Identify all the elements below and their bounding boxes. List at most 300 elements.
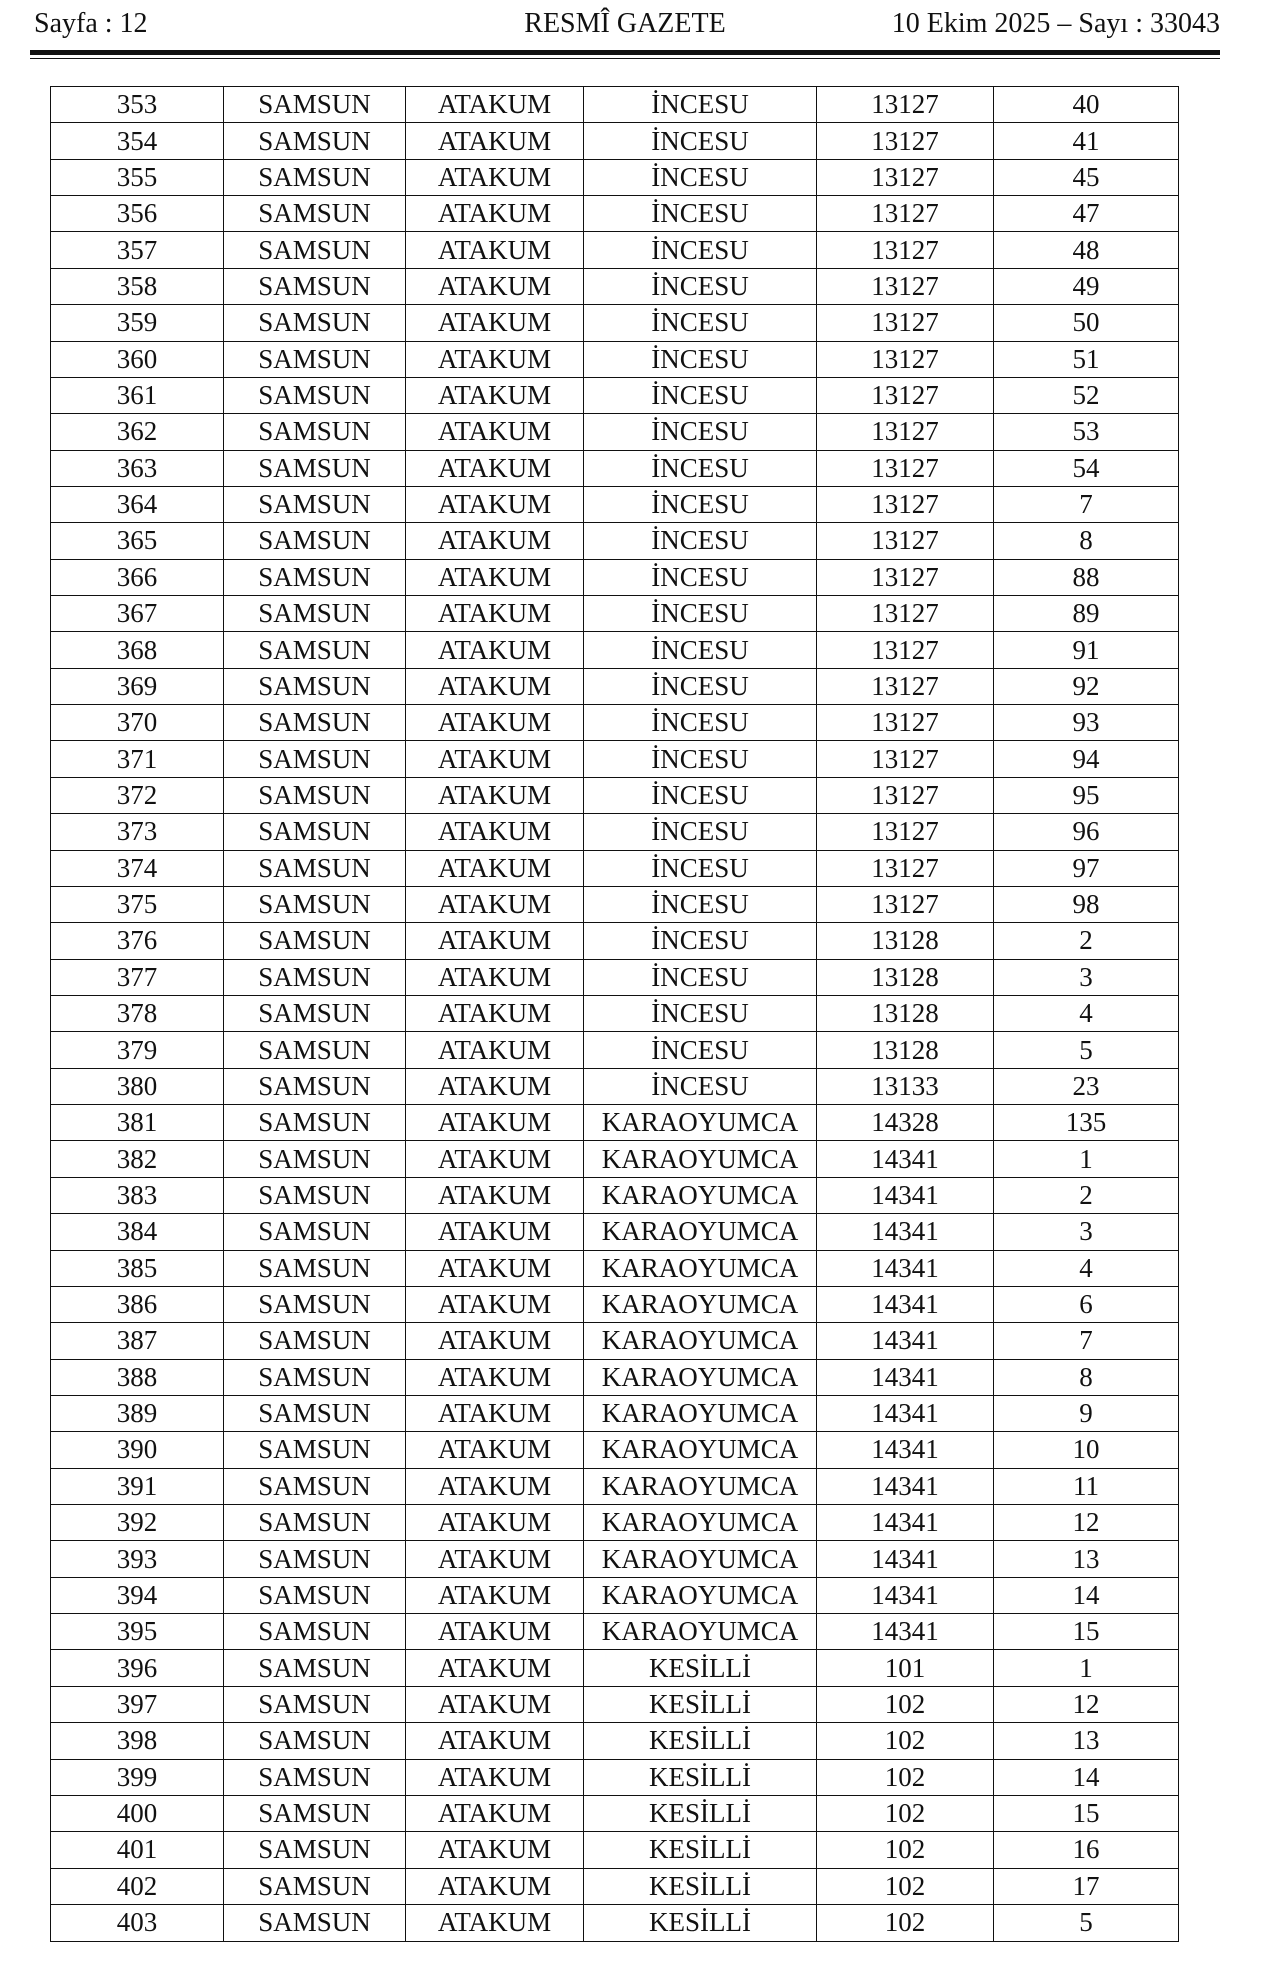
row-number-cell: 386: [51, 1286, 224, 1322]
block-cell: 102: [817, 1759, 994, 1795]
block-cell: 101: [817, 1650, 994, 1686]
row-number-cell: 391: [51, 1468, 224, 1504]
row-number-cell: 355: [51, 159, 224, 195]
district-cell: ATAKUM: [406, 1723, 584, 1759]
province-cell: SAMSUN: [224, 1323, 406, 1359]
province-cell: SAMSUN: [224, 341, 406, 377]
district-cell: ATAKUM: [406, 1904, 584, 1941]
table-row: [51, 1068, 1179, 1104]
table-row: [51, 1650, 1179, 1686]
province-cell: SAMSUN: [224, 1286, 406, 1322]
province-cell: SAMSUN: [224, 814, 406, 850]
parcel-cell: 7: [994, 486, 1179, 522]
table-row: [51, 1432, 1179, 1468]
neighborhood-cell: KARAOYUMCA: [584, 1505, 817, 1541]
table-row: [51, 1323, 1179, 1359]
table-row: [51, 196, 1179, 232]
district-cell: ATAKUM: [406, 777, 584, 813]
neighborhood-cell: KARAOYUMCA: [584, 1323, 817, 1359]
neighborhood-cell: KESİLLİ: [584, 1832, 817, 1868]
row-number-cell: 372: [51, 777, 224, 813]
row-number-cell: 390: [51, 1432, 224, 1468]
province-cell: SAMSUN: [224, 1904, 406, 1941]
block-cell: 102: [817, 1723, 994, 1759]
district-cell: ATAKUM: [406, 341, 584, 377]
row-number-cell: 397: [51, 1686, 224, 1722]
district-cell: ATAKUM: [406, 196, 584, 232]
table-row: [51, 1832, 1179, 1868]
row-number-cell: 376: [51, 923, 224, 959]
neighborhood-cell: KARAOYUMCA: [584, 1141, 817, 1177]
province-cell: SAMSUN: [224, 632, 406, 668]
parcel-cell: 53: [994, 414, 1179, 450]
neighborhood-cell: KARAOYUMCA: [584, 1614, 817, 1650]
district-cell: ATAKUM: [406, 1577, 584, 1613]
row-number-cell: 371: [51, 741, 224, 777]
province-cell: SAMSUN: [224, 123, 406, 159]
neighborhood-cell: İNCESU: [584, 523, 817, 559]
table-row: [51, 305, 1179, 341]
district-cell: ATAKUM: [406, 814, 584, 850]
neighborhood-cell: KESİLLİ: [584, 1759, 817, 1795]
parcel-cell: 94: [994, 741, 1179, 777]
district-cell: ATAKUM: [406, 1141, 584, 1177]
parcel-table-body: [51, 87, 1179, 1942]
block-cell: 13127: [817, 341, 994, 377]
table-row: [51, 959, 1179, 995]
table-row: [51, 1723, 1179, 1759]
parcel-cell: 1: [994, 1141, 1179, 1177]
neighborhood-cell: KESİLLİ: [584, 1868, 817, 1904]
row-number-cell: 402: [51, 1868, 224, 1904]
district-cell: ATAKUM: [406, 1105, 584, 1141]
parcel-cell: 23: [994, 1068, 1179, 1104]
row-number-cell: 362: [51, 414, 224, 450]
neighborhood-cell: İNCESU: [584, 668, 817, 704]
neighborhood-cell: KARAOYUMCA: [584, 1250, 817, 1286]
district-cell: ATAKUM: [406, 486, 584, 522]
table-row: [51, 523, 1179, 559]
table-row: [51, 1577, 1179, 1613]
neighborhood-cell: İNCESU: [584, 232, 817, 268]
parcel-cell: 4: [994, 995, 1179, 1031]
table-row: [51, 1468, 1179, 1504]
neighborhood-cell: İNCESU: [584, 596, 817, 632]
parcel-cell: 92: [994, 668, 1179, 704]
block-cell: 14341: [817, 1141, 994, 1177]
district-cell: ATAKUM: [406, 305, 584, 341]
block-cell: 14341: [817, 1614, 994, 1650]
neighborhood-cell: İNCESU: [584, 705, 817, 741]
parcel-cell: 7: [994, 1323, 1179, 1359]
row-number-cell: 398: [51, 1723, 224, 1759]
block-cell: 102: [817, 1686, 994, 1722]
district-cell: ATAKUM: [406, 559, 584, 595]
block-cell: 14341: [817, 1214, 994, 1250]
parcel-cell: 10: [994, 1432, 1179, 1468]
parcel-cell: 14: [994, 1577, 1179, 1613]
row-number-cell: 365: [51, 523, 224, 559]
parcel-cell: 13: [994, 1541, 1179, 1577]
parcel-cell: 3: [994, 959, 1179, 995]
date-issue: 10 Ekim 2025 – Sayı : 33043: [891, 8, 1220, 39]
table-row: [51, 923, 1179, 959]
district-cell: ATAKUM: [406, 705, 584, 741]
table-row: [51, 1105, 1179, 1141]
parcel-cell: 135: [994, 1105, 1179, 1141]
district-cell: ATAKUM: [406, 232, 584, 268]
district-cell: ATAKUM: [406, 159, 584, 195]
province-cell: SAMSUN: [224, 705, 406, 741]
parcel-cell: 11: [994, 1468, 1179, 1504]
district-cell: ATAKUM: [406, 886, 584, 922]
publication-title: RESMÎ GAZETE: [524, 8, 726, 39]
block-cell: 13127: [817, 486, 994, 522]
row-number-cell: 359: [51, 305, 224, 341]
province-cell: SAMSUN: [224, 268, 406, 304]
province-cell: SAMSUN: [224, 87, 406, 123]
neighborhood-cell: İNCESU: [584, 486, 817, 522]
row-number-cell: 401: [51, 1832, 224, 1868]
district-cell: ATAKUM: [406, 850, 584, 886]
row-number-cell: 394: [51, 1577, 224, 1613]
parcel-table: [50, 86, 1179, 1942]
province-cell: SAMSUN: [224, 886, 406, 922]
block-cell: 13127: [817, 886, 994, 922]
table-row: [51, 1286, 1179, 1322]
province-cell: SAMSUN: [224, 850, 406, 886]
row-number-cell: 369: [51, 668, 224, 704]
district-cell: ATAKUM: [406, 268, 584, 304]
block-cell: 102: [817, 1904, 994, 1941]
row-number-cell: 356: [51, 196, 224, 232]
table-row: [51, 414, 1179, 450]
neighborhood-cell: İNCESU: [584, 87, 817, 123]
neighborhood-cell: İNCESU: [584, 268, 817, 304]
province-cell: SAMSUN: [224, 414, 406, 450]
district-cell: ATAKUM: [406, 87, 584, 123]
table-row: [51, 1505, 1179, 1541]
block-cell: 13127: [817, 196, 994, 232]
parcel-cell: 89: [994, 596, 1179, 632]
row-number-cell: 380: [51, 1068, 224, 1104]
page-header: [30, 8, 1220, 42]
province-cell: SAMSUN: [224, 777, 406, 813]
neighborhood-cell: KARAOYUMCA: [584, 1577, 817, 1613]
province-cell: SAMSUN: [224, 232, 406, 268]
table-row: [51, 1795, 1179, 1831]
district-cell: ATAKUM: [406, 668, 584, 704]
parcel-cell: 16: [994, 1832, 1179, 1868]
block-cell: 13128: [817, 995, 994, 1031]
parcel-cell: 2: [994, 1177, 1179, 1213]
parcel-cell: 95: [994, 777, 1179, 813]
table-row: [51, 559, 1179, 595]
block-cell: 14341: [817, 1468, 994, 1504]
parcel-cell: 3: [994, 1214, 1179, 1250]
district-cell: ATAKUM: [406, 1686, 584, 1722]
parcel-cell: 9: [994, 1395, 1179, 1431]
header-rule-thin: [30, 58, 1220, 59]
district-cell: ATAKUM: [406, 1177, 584, 1213]
district-cell: ATAKUM: [406, 1323, 584, 1359]
row-number-cell: 400: [51, 1795, 224, 1831]
page-number: Sayfa : 12: [34, 8, 148, 39]
province-cell: SAMSUN: [224, 923, 406, 959]
row-number-cell: 395: [51, 1614, 224, 1650]
district-cell: ATAKUM: [406, 523, 584, 559]
province-cell: SAMSUN: [224, 450, 406, 486]
parcel-cell: 49: [994, 268, 1179, 304]
province-cell: SAMSUN: [224, 1432, 406, 1468]
table-row: [51, 1904, 1179, 1941]
province-cell: SAMSUN: [224, 377, 406, 413]
table-row: [51, 159, 1179, 195]
block-cell: 13127: [817, 305, 994, 341]
table-row: [51, 268, 1179, 304]
row-number-cell: 385: [51, 1250, 224, 1286]
district-cell: ATAKUM: [406, 123, 584, 159]
parcel-cell: 93: [994, 705, 1179, 741]
neighborhood-cell: KARAOYUMCA: [584, 1468, 817, 1504]
block-cell: 14341: [817, 1359, 994, 1395]
district-cell: ATAKUM: [406, 1468, 584, 1504]
row-number-cell: 368: [51, 632, 224, 668]
block-cell: 13128: [817, 959, 994, 995]
neighborhood-cell: İNCESU: [584, 632, 817, 668]
block-cell: 102: [817, 1832, 994, 1868]
district-cell: ATAKUM: [406, 923, 584, 959]
parcel-cell: 97: [994, 850, 1179, 886]
parcel-cell: 54: [994, 450, 1179, 486]
province-cell: SAMSUN: [224, 1105, 406, 1141]
neighborhood-cell: İNCESU: [584, 559, 817, 595]
district-cell: ATAKUM: [406, 741, 584, 777]
province-cell: SAMSUN: [224, 741, 406, 777]
province-cell: SAMSUN: [224, 159, 406, 195]
neighborhood-cell: İNCESU: [584, 123, 817, 159]
parcel-cell: 2: [994, 923, 1179, 959]
district-cell: ATAKUM: [406, 1214, 584, 1250]
row-number-cell: 403: [51, 1904, 224, 1941]
neighborhood-cell: İNCESU: [584, 959, 817, 995]
parcel-cell: 51: [994, 341, 1179, 377]
province-cell: SAMSUN: [224, 1505, 406, 1541]
neighborhood-cell: İNCESU: [584, 995, 817, 1031]
province-cell: SAMSUN: [224, 1141, 406, 1177]
row-number-cell: 370: [51, 705, 224, 741]
neighborhood-cell: İNCESU: [584, 414, 817, 450]
block-cell: 13127: [817, 87, 994, 123]
province-cell: SAMSUN: [224, 1614, 406, 1650]
province-cell: SAMSUN: [224, 1250, 406, 1286]
neighborhood-cell: KARAOYUMCA: [584, 1395, 817, 1431]
neighborhood-cell: KESİLLİ: [584, 1904, 817, 1941]
province-cell: SAMSUN: [224, 1177, 406, 1213]
row-number-cell: 399: [51, 1759, 224, 1795]
province-cell: SAMSUN: [224, 1214, 406, 1250]
parcel-cell: 14: [994, 1759, 1179, 1795]
district-cell: ATAKUM: [406, 1795, 584, 1831]
neighborhood-cell: KARAOYUMCA: [584, 1177, 817, 1213]
table-row: [51, 1614, 1179, 1650]
block-cell: 14341: [817, 1395, 994, 1431]
table-row: [51, 1177, 1179, 1213]
row-number-cell: 367: [51, 596, 224, 632]
district-cell: ATAKUM: [406, 1068, 584, 1104]
block-cell: 14341: [817, 1577, 994, 1613]
table-row: [51, 232, 1179, 268]
block-cell: 14341: [817, 1541, 994, 1577]
table-row: [51, 1214, 1179, 1250]
neighborhood-cell: İNCESU: [584, 923, 817, 959]
parcel-cell: 48: [994, 232, 1179, 268]
block-cell: 13127: [817, 523, 994, 559]
block-cell: 102: [817, 1868, 994, 1904]
parcel-cell: 13: [994, 1723, 1179, 1759]
province-cell: SAMSUN: [224, 1541, 406, 1577]
neighborhood-cell: KARAOYUMCA: [584, 1359, 817, 1395]
block-cell: 13127: [817, 741, 994, 777]
table-row: [51, 87, 1179, 123]
province-cell: SAMSUN: [224, 1468, 406, 1504]
row-number-cell: 389: [51, 1395, 224, 1431]
block-cell: 14341: [817, 1323, 994, 1359]
row-number-cell: 363: [51, 450, 224, 486]
parcel-cell: 5: [994, 1904, 1179, 1941]
table-row: [51, 341, 1179, 377]
row-number-cell: 373: [51, 814, 224, 850]
province-cell: SAMSUN: [224, 305, 406, 341]
province-cell: SAMSUN: [224, 1868, 406, 1904]
district-cell: ATAKUM: [406, 1286, 584, 1322]
block-cell: 13127: [817, 814, 994, 850]
row-number-cell: 364: [51, 486, 224, 522]
table-row: [51, 886, 1179, 922]
row-number-cell: 393: [51, 1541, 224, 1577]
province-cell: SAMSUN: [224, 1759, 406, 1795]
row-number-cell: 360: [51, 341, 224, 377]
row-number-cell: 366: [51, 559, 224, 595]
parcel-cell: 88: [994, 559, 1179, 595]
table-row: [51, 995, 1179, 1031]
province-cell: SAMSUN: [224, 1650, 406, 1686]
district-cell: ATAKUM: [406, 632, 584, 668]
row-number-cell: 396: [51, 1650, 224, 1686]
block-cell: 13127: [817, 777, 994, 813]
parcel-cell: 98: [994, 886, 1179, 922]
header-rule-thick: [30, 50, 1220, 55]
province-cell: SAMSUN: [224, 523, 406, 559]
neighborhood-cell: İNCESU: [584, 377, 817, 413]
row-number-cell: 392: [51, 1505, 224, 1541]
neighborhood-cell: KESİLLİ: [584, 1723, 817, 1759]
parcel-cell: 52: [994, 377, 1179, 413]
block-cell: 14341: [817, 1177, 994, 1213]
block-cell: 13127: [817, 268, 994, 304]
district-cell: ATAKUM: [406, 1614, 584, 1650]
row-number-cell: 383: [51, 1177, 224, 1213]
table-row: [51, 1250, 1179, 1286]
table-row: [51, 1686, 1179, 1722]
neighborhood-cell: KESİLLİ: [584, 1650, 817, 1686]
district-cell: ATAKUM: [406, 1032, 584, 1068]
district-cell: ATAKUM: [406, 1868, 584, 1904]
block-cell: 13128: [817, 923, 994, 959]
district-cell: ATAKUM: [406, 959, 584, 995]
parcel-cell: 45: [994, 159, 1179, 195]
province-cell: SAMSUN: [224, 995, 406, 1031]
parcel-cell: 50: [994, 305, 1179, 341]
parcel-cell: 15: [994, 1614, 1179, 1650]
district-cell: ATAKUM: [406, 1650, 584, 1686]
row-number-cell: 377: [51, 959, 224, 995]
province-cell: SAMSUN: [224, 486, 406, 522]
district-cell: ATAKUM: [406, 1395, 584, 1431]
neighborhood-cell: KARAOYUMCA: [584, 1105, 817, 1141]
neighborhood-cell: İNCESU: [584, 341, 817, 377]
block-cell: 13127: [817, 632, 994, 668]
district-cell: ATAKUM: [406, 450, 584, 486]
province-cell: SAMSUN: [224, 1795, 406, 1831]
table-row: [51, 705, 1179, 741]
row-number-cell: 388: [51, 1359, 224, 1395]
parcel-cell: 4: [994, 1250, 1179, 1286]
block-cell: 14341: [817, 1505, 994, 1541]
table-row: [51, 1541, 1179, 1577]
parcel-cell: 40: [994, 87, 1179, 123]
district-cell: ATAKUM: [406, 1759, 584, 1795]
neighborhood-cell: KARAOYUMCA: [584, 1286, 817, 1322]
table-row: [51, 377, 1179, 413]
parcel-cell: 5: [994, 1032, 1179, 1068]
block-cell: 13127: [817, 377, 994, 413]
neighborhood-cell: İNCESU: [584, 1068, 817, 1104]
table-row: [51, 123, 1179, 159]
block-cell: 13127: [817, 850, 994, 886]
parcel-cell: 47: [994, 196, 1179, 232]
table-row: [51, 596, 1179, 632]
neighborhood-cell: İNCESU: [584, 814, 817, 850]
parcel-cell: 12: [994, 1505, 1179, 1541]
block-cell: 13127: [817, 596, 994, 632]
table-row: [51, 1868, 1179, 1904]
district-cell: ATAKUM: [406, 1505, 584, 1541]
province-cell: SAMSUN: [224, 1577, 406, 1613]
block-cell: 13127: [817, 123, 994, 159]
neighborhood-cell: KESİLLİ: [584, 1795, 817, 1831]
parcel-cell: 17: [994, 1868, 1179, 1904]
block-cell: 13127: [817, 232, 994, 268]
row-number-cell: 382: [51, 1141, 224, 1177]
table-row: [51, 486, 1179, 522]
parcel-cell: 8: [994, 523, 1179, 559]
block-cell: 13133: [817, 1068, 994, 1104]
row-number-cell: 381: [51, 1105, 224, 1141]
neighborhood-cell: İNCESU: [584, 850, 817, 886]
neighborhood-cell: İNCESU: [584, 305, 817, 341]
province-cell: SAMSUN: [224, 559, 406, 595]
parcel-cell: 41: [994, 123, 1179, 159]
parcel-cell: 12: [994, 1686, 1179, 1722]
province-cell: SAMSUN: [224, 959, 406, 995]
province-cell: SAMSUN: [224, 1395, 406, 1431]
block-cell: 13127: [817, 668, 994, 704]
row-number-cell: 387: [51, 1323, 224, 1359]
block-cell: 14341: [817, 1286, 994, 1322]
district-cell: ATAKUM: [406, 1359, 584, 1395]
block-cell: 14341: [817, 1250, 994, 1286]
